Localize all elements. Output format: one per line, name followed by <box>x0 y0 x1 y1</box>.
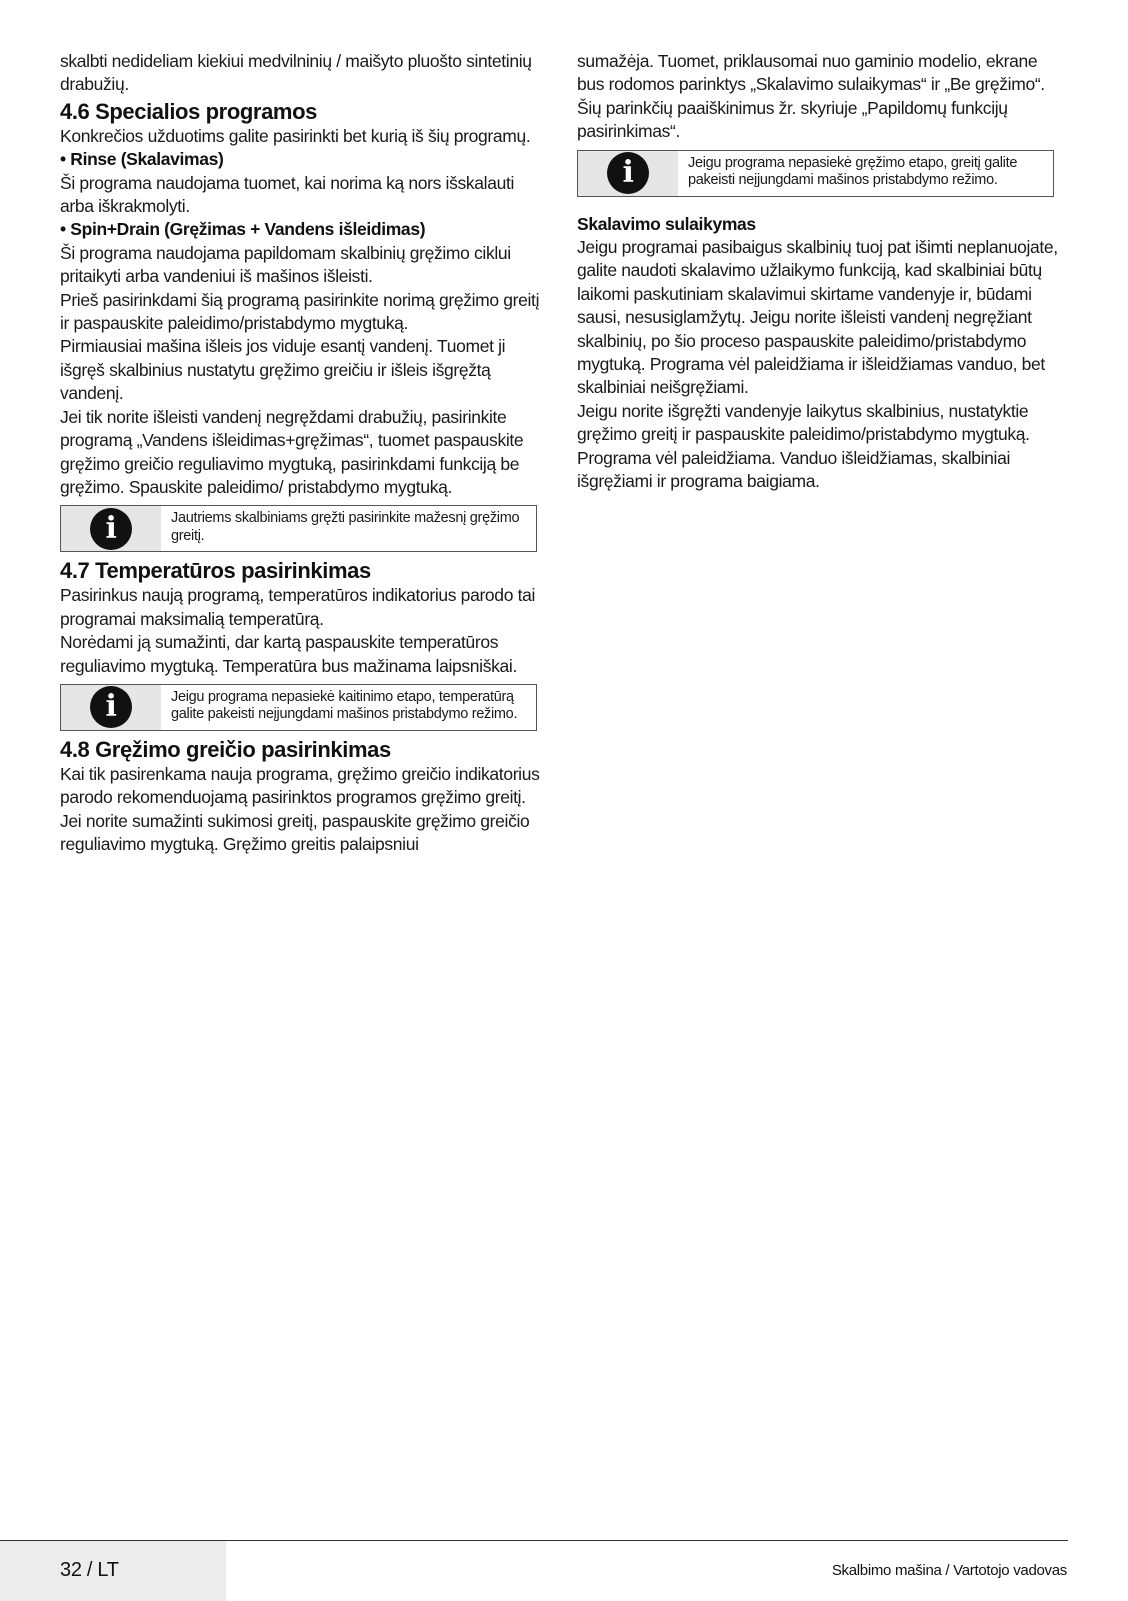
footer-document-title: Skalbimo mašina / Vartotojo vadovas <box>831 1562 1067 1579</box>
rinse-hold-heading: Skalavimo sulaikymas <box>577 213 756 234</box>
rinse-hold-paragraph-2: Jeigu norite išgręžti vandenyje laikytus skalbinius, nustatyktie gręžimo greitį ir paspauskite paleidimo/pristabdymo mygtuką. <box>577 400 1030 445</box>
info-icon: i <box>90 508 132 550</box>
info-note-text: Jautriems skalbiniams gręžti pasirinkite mažesnį gręžimo greitį. <box>171 510 520 544</box>
info-note-spin <box>60 505 537 552</box>
info-note-spin-speed <box>577 150 1054 197</box>
section-4-7-paragraph-2: Norėdami ją sumažinti, dar kartą paspauskite temperatūros reguliavimo mygtuką. Temperatūra bus mažinama laipsniškai. <box>60 632 517 676</box>
right-column <box>577 50 1067 494</box>
info-note-text: Jeigu programa nepasiekė kaitinimo etapo, temperatūrą galite pakeisti neįjungdami mašinos pristabdymo režimo. <box>171 688 518 723</box>
section-4-6-title: 4.6 Specialios programos <box>60 98 317 124</box>
section-4-7-title: 4.7 Temperatūros pasirinkimas <box>60 558 371 584</box>
section-4-8-title: 4.8 Gręžimo greičio pasirinkimas <box>60 736 391 762</box>
spin-drain-heading: • Spin+Drain (Gręžimas + Vandens išleidimas) <box>60 219 426 240</box>
rinse-paragraph: Ši programa naudojama tuomet, kai norima ką nors išskalauti arba iškrakmolyti. <box>60 172 515 217</box>
info-icon: i <box>90 686 132 728</box>
spin-paragraph-3: Pirmiausiai mašina išleis jos viduje esantį vandenį. Tuomet ji išgręš skalbinius nustatytu gręžimo greičiu ir išleis išgręžtą vandenį. <box>60 336 506 404</box>
spin-paragraph-2: Prieš pasirinkdami šią programą pasirinkite norimą gręžimo greitį ir paspauskite paleidimo/pristabdymo mygtuką. <box>60 289 540 334</box>
rinse-heading: • Rinse (Skalavimas) <box>60 149 224 170</box>
left-column <box>60 50 550 857</box>
rinse-hold-paragraph-1: Jeigu programai pasibaigus skalbinių tuoj pat išimti neplanuojate, galite naudoti skalavimo užlaikymo funkciją, kad skalbiniai būtų laikomi paskutiniam skalavimui skirtame vandenyje ir, būdami sausi, nesusiglamžytų. Jeigu norite išleisti vandenį negręžiant skalbinių, po šio proceso paspauskite paleidimo/pristabdymo mygtuką. Programa vėl paleidžiama ir išleidžiamas vanduo, bet skalbiniai neišgręžiami. <box>577 237 1058 398</box>
page-number: 32 / LT <box>60 1559 119 1581</box>
section-4-7-paragraph-1: Pasirinkus naują programą, temperatūros indikatorius parodo tai programai maksimalią temperatūrą. <box>60 585 536 629</box>
section-4-8-paragraph-1: Kai tik pasirenkama nauja programa, gręžimo greičio indikatorius parodo rekomenduojamą pasirinktos programos gręžimo greitį. <box>60 763 540 808</box>
info-note-text: Jeigu programa nepasiekė gręžimo etapo, greitį galite pakeisti neįjungdami mašinos pristabdymo režimo. <box>688 154 1018 189</box>
spin-paragraph-1: Ši programa naudojama papildomam skalbinių gręžimo ciklui pritaikyti arba vandeniui iš mašinos išleisti. <box>60 242 511 287</box>
section-4-8-paragraph-2: Jei norite sumažinti sukimosi greitį, paspauskite gręžimo greičio reguliavimo mygtuką. Gręžimo greitis palaipsniui <box>60 810 530 855</box>
section-4-6-intro: Konkrečios užduotims galite pasirinkti bet kurią iš šių programų. <box>60 125 531 146</box>
continued-paragraph: sumažėja. Tuomet, priklausomai nuo gaminio modelio, ekrane bus rodomos parinktys „Skalavimo sulaikymas“ ir „Be gręžimo“. Šių parinkčių paaiškinimus žr. skyriuje „Papildomų funkcijų pasirinkimas“. <box>577 51 1045 142</box>
info-icon: i <box>607 152 649 194</box>
info-note-temperature <box>60 684 537 731</box>
intro-paragraph: skalbti nedideliam kiekiui medvilninių / maišyto pluošto sintetinių drabužių. <box>60 51 532 95</box>
rinse-hold-paragraph-3: Programa vėl paleidžiama. Vanduo išleidžiamas, skalbiniai išgręžiami ir programa baigiama. <box>577 447 1011 492</box>
spin-paragraph-4: Jei tik norite išleisti vandenį negręždami drabužių, pasirinkite programą „Vandens išleidimas+gręžimas“, tuomet paspauskite gręžimo greičio reguliavimo mygtuką, pasirinkdami funkciją be gręžimo. Spauskite paleidimo/ pristabdymo mygtuką. <box>60 406 524 497</box>
